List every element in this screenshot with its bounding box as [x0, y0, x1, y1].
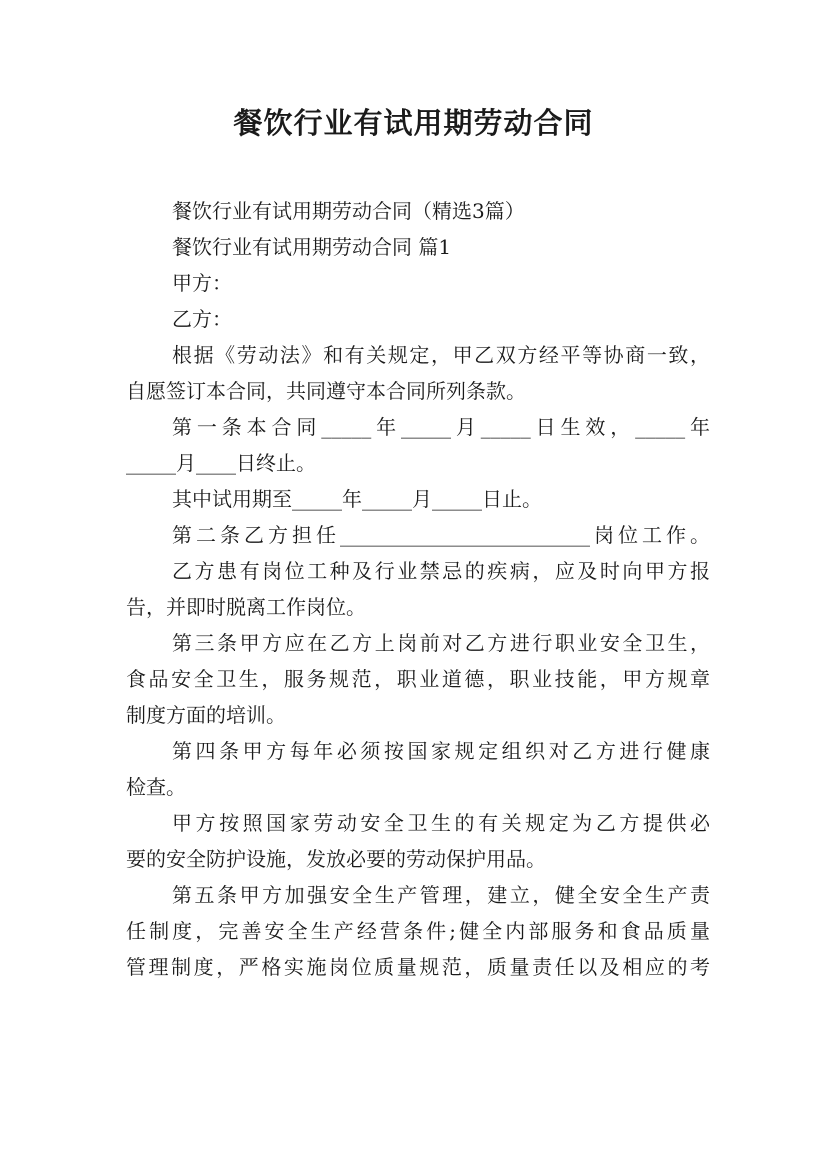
paragraph-line: 根据《劳动法》和有关规定，甲乙双方经平等协商一致， — [172, 343, 710, 367]
document-body — [126, 193, 710, 985]
paragraph-line: 乙方患有岗位工种及行业禁忌的疾病，应及时向甲方报 — [172, 559, 710, 583]
paragraph-line: 要的安全防护设施，发放必要的劳动保护用品。 — [126, 847, 546, 871]
paragraph-line: 制度方面的培训。 — [126, 703, 286, 727]
paragraph-line: 告，并即时脱离工作岗位。 — [126, 595, 366, 619]
document-title: 餐饮行业有试用期劳动合同 — [233, 106, 594, 140]
paragraph-line: 第五条甲方加强安全生产管理，建立，健全安全生产责 — [172, 883, 710, 907]
paragraph-line: _____月____日终止。 — [126, 451, 316, 475]
paragraph-line: 第三条甲方应在乙方上岗前对乙方进行职业安全卫生， — [172, 631, 710, 655]
paragraph-line: 检查。 — [126, 775, 186, 799]
paragraph-line: 管理制度，严格实施岗位质量规范，质量责任以及相应的考 — [126, 955, 710, 979]
subtitle-line: 餐饮行业有试用期劳动合同（精选3篇） — [172, 199, 525, 223]
paragraph-line: 食品安全卫生，服务规范，职业道德，职业技能，甲方规章 — [126, 667, 710, 691]
party-a-line: 甲方： — [172, 271, 232, 295]
paragraph-line: 甲方按照国家劳动安全卫生的有关规定为乙方提供必 — [172, 811, 710, 835]
paragraph-line: 第二条乙方担任_________________________岗位工作。 — [172, 523, 710, 547]
party-b-line: 乙方： — [172, 307, 232, 331]
paragraph-line: 第四条甲方每年必须按国家规定组织对乙方进行健康 — [172, 739, 710, 763]
paragraph-line: 其中试用期至_____年_____月_____日止。 — [172, 487, 542, 511]
paragraph-line: 自愿签订本合同，共同遵守本合同所列条款。 — [126, 379, 526, 403]
paragraph-line: 任制度，完善安全生产经营条件;健全内部服务和食品质量 — [126, 919, 710, 943]
section-heading: 餐饮行业有试用期劳动合同 篇1 — [172, 235, 452, 259]
paragraph-line: 第一条本合同_____年_____月_____日生效，_____年 — [172, 415, 710, 439]
